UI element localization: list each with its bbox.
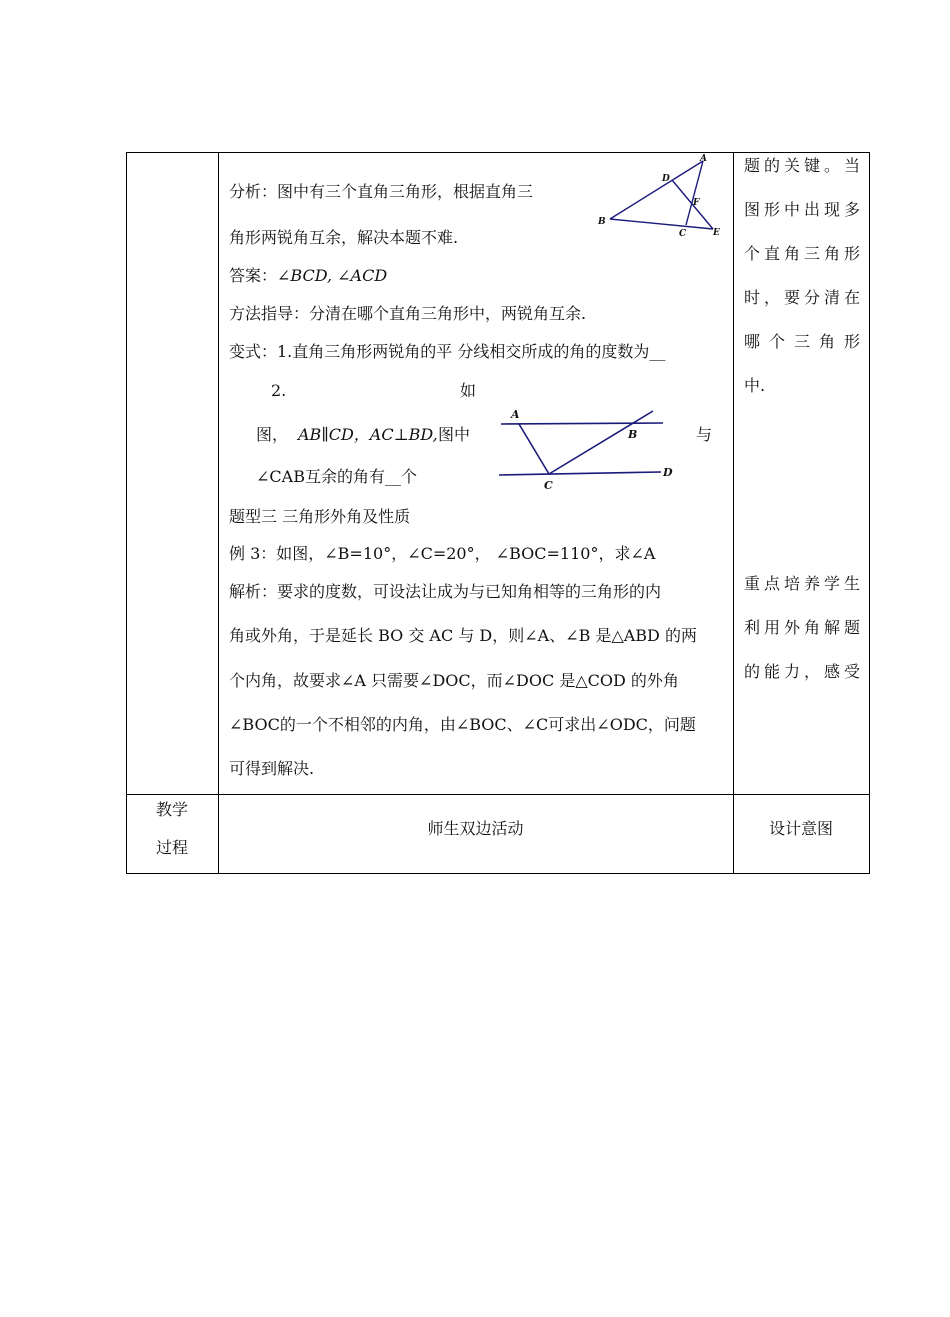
example-3: 例 3：如图，∠B=10°，∠C=20°， ∠BOC=110°，求∠A [229, 544, 656, 563]
figure1-label-b: B [598, 217, 606, 227]
variant-2-ru: 如 [460, 381, 477, 400]
side-note-1-line: 中. [744, 376, 766, 395]
footer-activities: 师生双边活动 [427, 819, 524, 838]
side-note-2-line: 利用外角解题 [744, 618, 860, 637]
col-border-2 [733, 152, 734, 874]
col-border-left [126, 152, 127, 874]
solution-line-2: 角或外角，于是延长 BO 交 AC 与 D，则∠A、∠B 是△ABD 的两 [229, 626, 697, 645]
answer-line [229, 266, 387, 286]
footer-col1-line2: 过程 [155, 838, 188, 857]
method-guidance: 方法指导：分清在哪个直角三角形中，两锐角互余. [229, 304, 587, 323]
parallel-lines-figure [491, 402, 691, 492]
figure2-label-c: C [544, 479, 553, 492]
row-divider [126, 794, 870, 795]
section-3-title: 题型三 三角形外角及性质 [229, 507, 411, 526]
figure1-label-f: F [693, 198, 700, 208]
variant-2-given: AB∥CD，AC⊥BD, [298, 425, 438, 444]
solution-line-1: 解析：要求的度数，可设法让成为与已知角相等的三角形的内 [229, 582, 662, 601]
triangle-figure [596, 152, 726, 242]
variant-2-tu: 图， [256, 425, 289, 444]
solution-line-4: ∠BOC的一个不相邻的内角，由∠BOC、∠C可求出∠ODC，问题 [229, 715, 696, 734]
figure2-label-a: A [511, 408, 520, 421]
figure2-label-b: B [628, 428, 638, 441]
answer-label: 答案： [229, 266, 278, 285]
side-note-1-line: 哪 个 三 角 形 [744, 332, 860, 351]
figure1-label-c: C [679, 229, 687, 239]
side-note-1-line: 题的关键。当 [744, 156, 860, 175]
segment-ba [610, 161, 703, 219]
analysis-line-2: 角形两锐角互余，解决本题不难. [229, 228, 459, 247]
side-note-2-line: 的能力，感受 [744, 662, 860, 681]
footer-col1-line1: 教学 [155, 800, 188, 819]
answer-value: ∠BCD, ∠ACD [277, 266, 388, 285]
solution-line-5: 可得到解决. [229, 759, 315, 778]
line-cd [499, 472, 661, 475]
footer-teaching-process [126, 800, 218, 858]
segment-cb [549, 411, 653, 474]
col-border-right [869, 152, 870, 874]
table-bottom-border [126, 873, 870, 874]
segment-be [610, 219, 713, 229]
variant-2-yu: 与 [696, 425, 713, 444]
variant-1: 变式：1.直角三角形两锐角的平 分线相交所成的角的度数为__ [229, 342, 666, 361]
side-note-1-line: 图形中出现多 [744, 200, 860, 219]
segment-ac [519, 424, 549, 474]
side-note-1-line: 时，要分清在 [744, 288, 860, 307]
lesson-table [126, 152, 870, 874]
figure1-label-a: A [700, 154, 707, 164]
col-border-1 [218, 152, 219, 874]
figure2-label-d: D [663, 466, 673, 479]
figure1-label-d: D [662, 174, 670, 184]
side-note-2-line: 重点培养学生 [744, 574, 860, 593]
table-top-border [126, 152, 870, 153]
side-note-1-line: 个直角三角形 [744, 244, 860, 263]
figure1-label-e: E [713, 228, 720, 238]
variant-2-number: 2. [271, 381, 287, 400]
solution-line-3: 个内角，故要求∠A 只需要∠DOC，而∠DOC 是△COD 的外角 [229, 671, 679, 690]
line-ab [501, 423, 663, 424]
analysis-line-1: 分析：图中有三个直角三角形，根据直角三 [229, 182, 534, 201]
variant-2-line-3: ∠CAB互余的角有__个 [256, 467, 417, 486]
variant-2-tu-zhong: 图中 [438, 425, 471, 444]
footer-design-intent: 设计意图 [768, 819, 833, 838]
